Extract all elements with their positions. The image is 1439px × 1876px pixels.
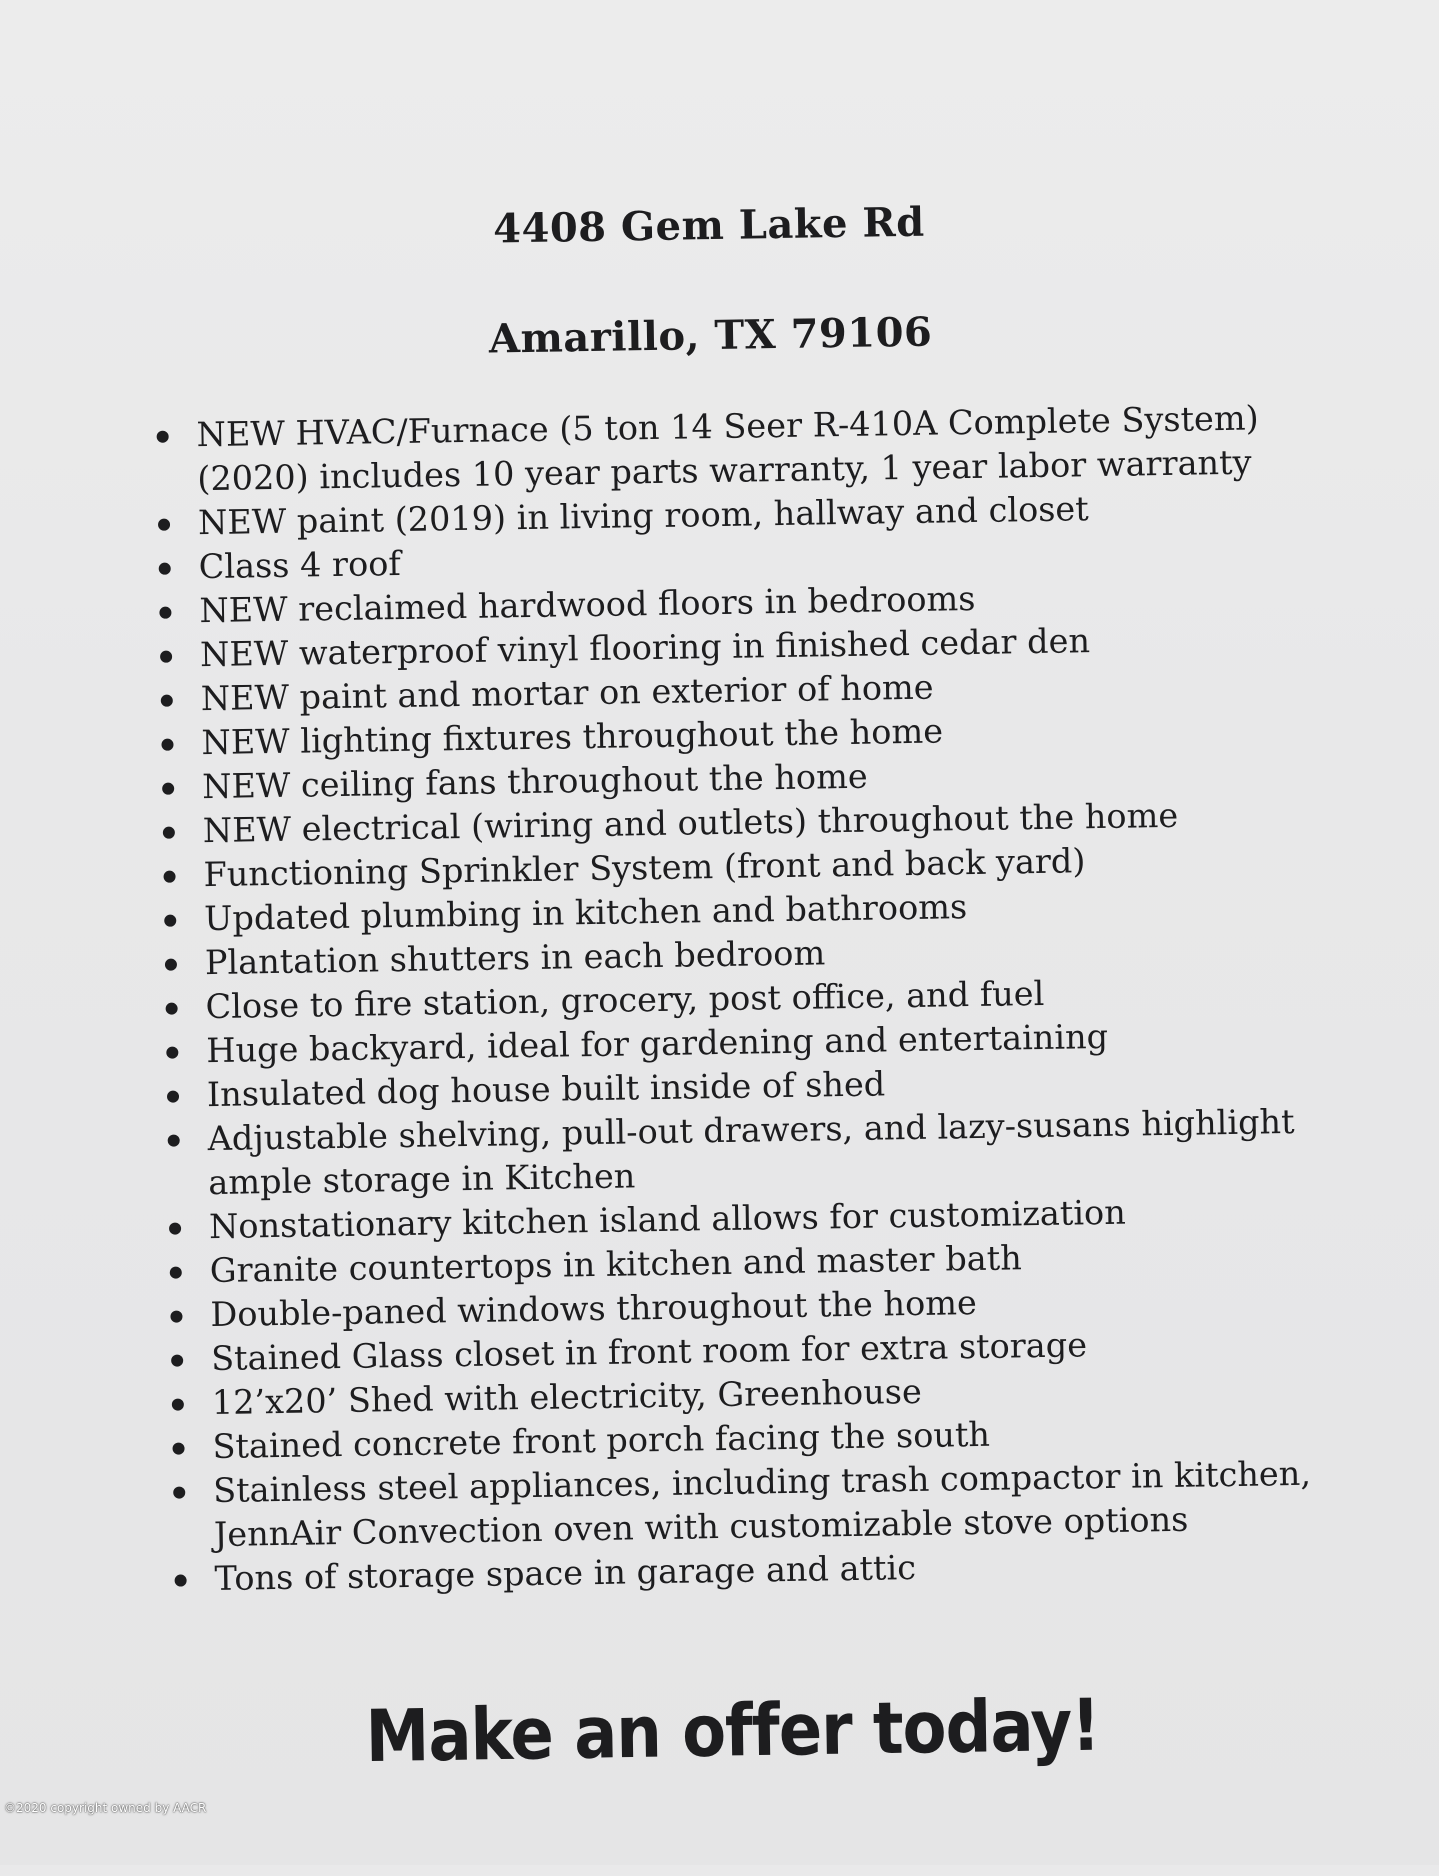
feature-text: Updated plumbing in kitchen and bathrooms	[203, 887, 968, 939]
bullet-icon	[165, 959, 177, 971]
bullet-icon	[171, 1354, 183, 1366]
bullet-icon	[157, 431, 169, 443]
bullet-icon	[159, 563, 171, 575]
feature-text: Huge backyard, ideal for gardening and entertaining	[205, 1016, 1109, 1071]
bullet-icon	[160, 651, 172, 663]
copyright-watermark: ©2020 copyright owned by AACR	[4, 1801, 207, 1815]
city-state-zip: Amarillo, TX 79106	[488, 308, 933, 363]
bullet-icon	[173, 1486, 185, 1498]
bullet-icon	[158, 519, 170, 531]
feature-text: Close to fire station, grocery, post office, and fuel	[205, 973, 1045, 1027]
street-address: 4408 Gem Lake Rd	[492, 198, 925, 253]
feature-text: NEW electrical (wiring and outlets) throughout the home	[202, 795, 1179, 851]
feature-text: Class 4 roof	[198, 543, 402, 587]
bullet-icon	[168, 1135, 180, 1147]
feature-text: Granite countertops in kitchen and master bath	[209, 1238, 1023, 1291]
bullet-icon	[159, 607, 171, 619]
feature-text: Plantation shutters in each bedroom	[204, 933, 826, 983]
feature-text: Functioning Sprinkler System (front and back yard)	[203, 841, 1086, 895]
feature-text: Insulated dog house built inside of shed	[206, 1064, 886, 1115]
bullet-icon	[166, 1003, 178, 1015]
call-to-action: Make an offer today!	[365, 1684, 1101, 1780]
feature-text: NEW reclaimed hardwood floors in bedrooms	[199, 578, 976, 631]
bullet-icon	[162, 783, 174, 795]
feature-text: NEW HVAC/Furnace (5 ton 14 Seer R-410A Complete System) (2020) includes 10 year parts warranty, 1 year labor warranty	[196, 398, 1259, 499]
feature-text: Tons of storage space in garage and attic	[214, 1548, 917, 1599]
feature-text: NEW waterproof vinyl flooring in finished cedar den	[199, 621, 1091, 675]
bullet-icon	[163, 871, 175, 883]
bullet-icon	[169, 1223, 181, 1235]
bullet-icon	[172, 1398, 184, 1410]
bullet-icon	[161, 739, 173, 751]
feature-text: 12’x20’ Shed with electricity, Greenhouse	[211, 1371, 923, 1423]
feature-text: Nonstationary kitchen island allows for customization	[208, 1192, 1127, 1247]
feature-text: Stained concrete front porch facing the south	[212, 1414, 991, 1467]
bullet-icon	[166, 1047, 178, 1059]
feature-list	[152, 396, 1321, 1602]
feature-text: NEW paint (2019) in living room, hallway and closet	[197, 489, 1089, 543]
feature-text: NEW lighting fixtures throughout the home	[201, 711, 944, 763]
feature-text: Stainless steel appliances, including trash compactor in kitchen, JennAir Convection oven with customizable stove options	[212, 1453, 1312, 1555]
bullet-icon	[170, 1310, 182, 1322]
bullet-icon	[164, 915, 176, 927]
feature-text: Stained Glass closet in front room for extra storage	[210, 1325, 1088, 1379]
feature-text: Double-paned windows throughout the home	[210, 1283, 978, 1335]
bullet-icon	[167, 1091, 179, 1103]
feature-text: NEW paint and mortar on exterior of home	[200, 667, 934, 719]
bullet-icon	[163, 827, 175, 839]
feature-text: Adjustable shelving, pull-out drawers, and lazy-susans highlight ample storage in Kitchen	[207, 1102, 1295, 1203]
feature-text: NEW ceiling fans throughout the home	[201, 756, 868, 807]
bullet-icon	[161, 695, 173, 707]
bullet-icon	[170, 1267, 182, 1279]
bullet-icon	[175, 1574, 187, 1586]
bullet-icon	[172, 1442, 184, 1454]
